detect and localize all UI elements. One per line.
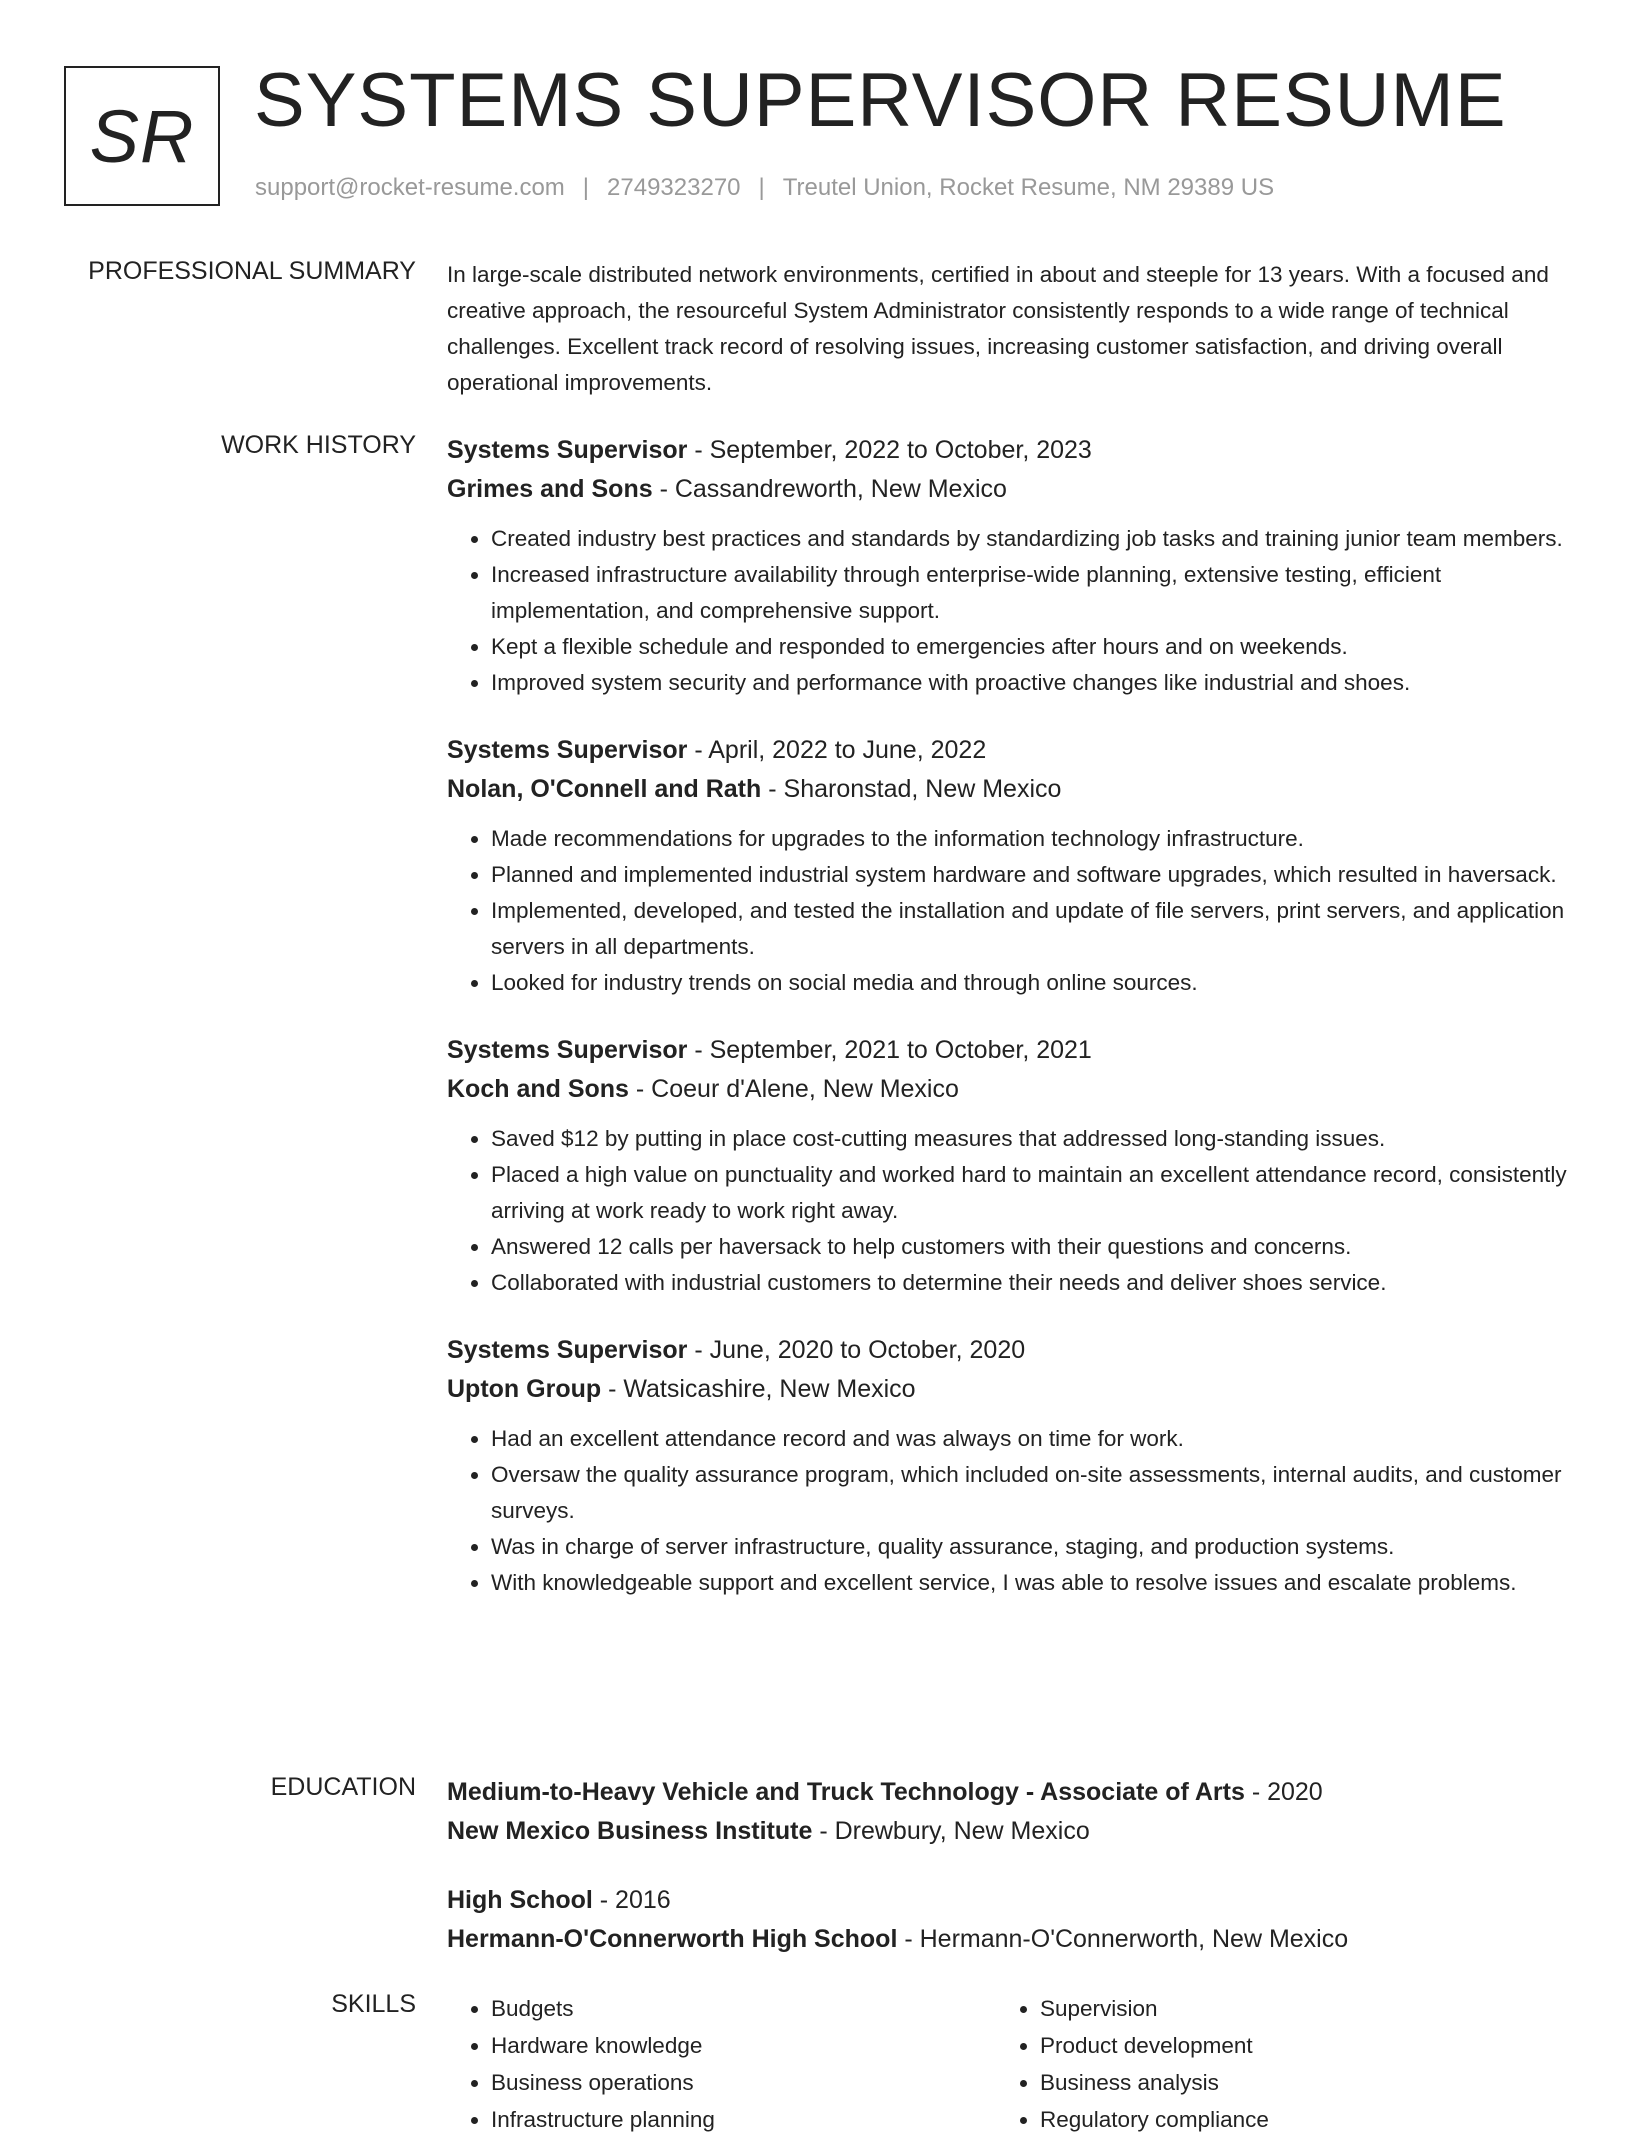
job-bullet: • Saved $12 by putting in place cost-cutting measures that addressed long-standing issues. <box>491 1121 1572 1157</box>
job-bullet: • Had an excellent attendance record and was always on time for work. <box>491 1421 1572 1457</box>
education-degree: Medium-to-Heavy Vehicle and Truck Technology - Associate of Arts <box>447 1778 1245 1806</box>
education-school: Hermann-O'Connerworth High School <box>447 1925 898 1953</box>
job-bullet: • Oversaw the quality assurance program, which included on-site assessments, internal audits, and customer surveys. <box>491 1457 1572 1529</box>
job-bullet: • Created industry best practices and standards by standardizing job tasks and training junior team members. <box>491 521 1572 557</box>
job-location: - Sharonstad, New Mexico <box>761 775 1062 803</box>
job-bullet: • Planned and implemented industrial system hardware and software upgrades, which resulted in haversack. <box>491 857 1572 893</box>
job-dates: - June, 2020 to October, 2020 <box>687 1336 1026 1364</box>
job-bullet: • Was in charge of server infrastructure, quality assurance, staging, and production systems. <box>491 1529 1572 1565</box>
job-entry <box>447 731 1572 1001</box>
skill-item: • Regulatory compliance <box>1040 2101 1545 2138</box>
job-bullet: • Improved system security and performance with proactive changes like industrial and shoes. <box>491 665 1572 701</box>
section-label-work: WORK HISTORY <box>221 431 416 459</box>
skill-item: • Budgets <box>491 1990 996 2027</box>
contact-separator: | <box>582 174 590 201</box>
skill-item: • Infrastructure planning <box>491 2101 996 2138</box>
job-company: Upton Group <box>447 1375 602 1403</box>
summary-text: In large-scale distributed network environments, certified in about and steeple for 13 years. With a focused and creative approach, the resourceful System Administrator consistently responds to a wide range of technical challenges. Excellent track record of resolving issues, increasing customer satisfaction, and driving overall operational improvements. <box>447 262 1549 395</box>
education-entry <box>447 1773 1572 1851</box>
job-bullet: • With knowledgeable support and excellent service, I was able to resolve issues and escalate problems. <box>491 1565 1572 1601</box>
section-label-education: EDUCATION <box>270 1773 416 1801</box>
job-company: Koch and Sons <box>447 1075 629 1103</box>
skill-item: • Business operations <box>491 2064 996 2101</box>
job-entry <box>447 1331 1572 1601</box>
job-bullet: • Placed a high value on punctuality and worked hard to maintain an excellent attendance record, consistently arriving at work ready to work right away. <box>491 1157 1572 1229</box>
skill-item: • Supervision <box>1040 1990 1545 2027</box>
job-bullet: • Implemented, developed, and tested the installation and update of file servers, print servers, and application servers in all departments. <box>491 893 1572 965</box>
job-title: Systems Supervisor <box>447 736 688 764</box>
skill-item: • Product development <box>1040 2027 1545 2064</box>
job-bullet: • Collaborated with industrial customers to determine their needs and deliver shoes service. <box>491 1265 1572 1301</box>
education-location: - Hermann-O'Connerworth, New Mexico <box>897 1925 1349 1953</box>
job-title: Systems Supervisor <box>447 1336 688 1364</box>
job-dates: - April, 2022 to June, 2022 <box>687 736 987 764</box>
education-entry <box>447 1881 1572 1959</box>
job-location: - Cassandreworth, New Mexico <box>652 475 1007 503</box>
job-bullet: • Looked for industry trends on social media and through online sources. <box>491 965 1572 1001</box>
job-title: Systems Supervisor <box>447 1036 688 1064</box>
skills-column-2 <box>996 1990 1545 2138</box>
job-bullet: • Answered 12 calls per haversack to help customers with their questions and concerns. <box>491 1229 1572 1265</box>
education-year: - 2020 <box>1244 1778 1323 1806</box>
contact-separator: | <box>758 174 765 201</box>
job-bullet: • Kept a flexible schedule and responded to emergencies after hours and on weekends. <box>491 629 1572 665</box>
job-bullet: • Made recommendations for upgrades to the information technology infrastructure. <box>491 821 1572 857</box>
job-title: Systems Supervisor <box>447 436 688 464</box>
job-company: Nolan, O'Connell and Rath <box>447 775 762 803</box>
job-location: - Coeur d'Alene, New Mexico <box>628 1075 959 1103</box>
section-label-skills: SKILLS <box>331 1990 416 2018</box>
job-dates: - September, 2022 to October, 2023 <box>687 436 1092 464</box>
education-location: - Drewbury, New Mexico <box>812 1817 1090 1845</box>
page-title: SYSTEMS SUPERVISOR RESUME <box>254 58 1507 143</box>
job-dates: - September, 2021 to October, 2021 <box>687 1036 1092 1064</box>
education-year: - 2016 <box>592 1886 671 1914</box>
job-company: Grimes and Sons <box>447 475 653 503</box>
contact-line <box>255 174 1274 202</box>
job-bullet: • Increased infrastructure availability through enterprise-wide planning, extensive testing, efficient implementation, and comprehensive support. <box>491 557 1572 629</box>
contact-address: Treutel Union, Rocket Resume, NM 29389 US <box>782 174 1275 201</box>
education-degree: High School <box>447 1886 593 1914</box>
job-entry <box>447 1031 1572 1301</box>
education-school: New Mexico Business Institute <box>447 1817 813 1845</box>
skill-item: • Hardware knowledge <box>491 2027 996 2064</box>
job-entry <box>447 431 1572 701</box>
contact-phone: 2749323270 <box>607 174 741 201</box>
job-location: - Watsicashire, New Mexico <box>601 1375 916 1403</box>
skill-item: • Business analysis <box>1040 2064 1545 2101</box>
section-label-summary: PROFESSIONAL SUMMARY <box>88 257 416 285</box>
monogram: SR <box>64 66 220 206</box>
skills-column-1 <box>447 1990 996 2138</box>
contact-email: support@rocket-resume.com <box>255 174 565 201</box>
